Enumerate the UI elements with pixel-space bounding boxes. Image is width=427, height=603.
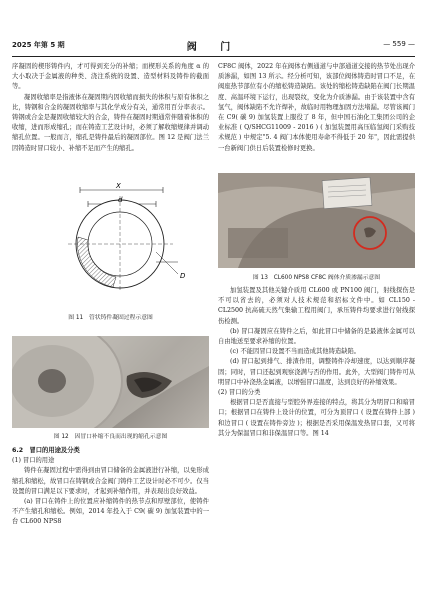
subsection-2-heading: (2) 冒口的分类 [218, 389, 261, 397]
figure-11-diagram [28, 182, 198, 290]
journal-title: 阀 门 [186, 42, 241, 53]
header-rule [12, 56, 415, 57]
label-D: D [180, 272, 186, 280]
subsection-1-heading: (1) 冒口的用途 [12, 457, 55, 465]
page-number: — 559 — [383, 40, 415, 48]
figure-13-caption: 图 13 CL600 NPS8 CF8C 阀体介质渗漏示意图 [252, 275, 381, 281]
right-column-bottom [218, 286, 415, 439]
issue-label: 2025 年第 5 期 [12, 41, 65, 49]
left-paragraph-3: 铸件在凝固过程中需得到由冒口储备的金属液进行补缩，以免形成缩孔和缩松，故冒口在铸钢或合金阀门铸件工艺设计时必不可少。仅当设置的冒口满足以下要求时，才起到补缩作用，并表现出良好效益。 [12, 467, 209, 495]
left-paragraph-2: 凝固收缩率是指液体在凝固期内因收缩而损失的体积与原有体积之比，铸钢和合金的凝固收缩率与其化学成分有关，通常用百分率表示。铸钢或合金是凝固收缩较大的合金，铸件在凝固时期通常伴随着体积的收缩，进而形成缩孔；而在铸造工艺设计时，必须了解收缩规律并调动缩孔位置。一般而言，缩孔是铸件最后的凝固部位。图 12 是阀门法兰因铸造时冒口较小、补缩不足而产生的缩孔。 [12, 93, 209, 152]
running-header [12, 40, 415, 54]
section-6-2-heading: 6.2 冒口的用途及分类 [12, 447, 80, 454]
valve-body-leak-image [218, 173, 415, 268]
figure-12-photo [12, 336, 209, 428]
figure-13-photo [218, 173, 415, 268]
flange-shrinkage-image [12, 336, 209, 428]
label-d: d [118, 196, 123, 204]
right-column-top [218, 62, 415, 154]
figure-12-caption: 图 12 因冒口补缩不良而出现的缩孔示意图 [53, 434, 168, 440]
figure-11-caption: 图 11 管状铸件凝固过程示意图 [68, 315, 153, 321]
right-paragraph-5: (d) 冒口起到排气、排渣作用，调整铸件冷却速度，以达到顺序凝固；同时，冒口还起到观察浇满与否的作用。此外，大型阀门铸件可从明冒口中补浇热金属液，以增强冒口温度，达到良好的补缩效果。 [218, 358, 415, 386]
label-x: X [116, 182, 121, 190]
right-paragraph-6: 根据冒口是否直接与型腔外界连接的特点，将其分为明冒口和暗冒口；根据冒口在铸件上设计的位置，可分为顶冒口 ( 设置在铸件上部 ) 和边冒口 ( 设置在铸件旁边 )；根据是否采用保温发热冒口套，又可将其分为保温冒口和非保温冒口等。图 14 [218, 399, 415, 437]
right-paragraph-1: CF8C 阀体，2022 年在阀体右侧通道与中部通道交接的热节处出现介质渗漏，如图 13 所示。经分析可知，该部位阀体铸造时冒口不足，在阀座热节部位有小的缩松铸造缺陷。该处的缩松铸造缺陷在阀门长期温度、高温环境下运行，出现裂纹，变化为介质渗漏。由于该装置中含有氢气，阀体缺陷不允许焊补，故临时用物理加固方法堵漏。尽管该阀门在 C9( 碳 9) 加氢装置上服役了 8 年，但中国石油化工集团公司的企业标准 ( Q/SHCG11009 - 2016 ) ( 加氢装置用高压临氢阀门采购技术规范 ) 中规定"5. 4 阀门本体使用寿命不得低于 20 年"，因此需提供一台新阀门供日后装置检修时更换。 [218, 63, 415, 152]
left-column-top [12, 62, 209, 154]
left-paragraph-4: (a) 冒口在铸件上的位置应补缩铸件的热节点和厚壁部位，使铸件不产生缩孔和缩松。例如，2014 年投入于 C9( 碳 9) 加氢装置中的一台 CL600 NPS8 [12, 498, 209, 526]
left-paragraph-1: 序凝固的楔形铸件内，才可得到充分的补缩；而楔形关系的角度 α 的大小取决于金属液的种类、浇注系统的设置、造型材料及铸件的截面等。 [12, 63, 209, 91]
left-column-bottom [12, 446, 209, 528]
right-paragraph-4: (c) 不能因冒口设置不当而造成其他铸造缺陷。 [230, 348, 361, 356]
right-paragraph-2: 加氢装置及其他关键介质用 CL600 或 PN100 阀门，射线探伤是不可以省去的，必须对人技术规范和招标文件中。如 CL150 - CL2500 抗高硫天然气集输工程用阀门，承压铸件均要求进行射线探伤检测。 [218, 287, 415, 325]
right-paragraph-3: (b) 冒口凝固应在铸件之后，如此冒口中储备的是最液体金属可以自由地送至要求补缩的位置。 [218, 327, 415, 346]
